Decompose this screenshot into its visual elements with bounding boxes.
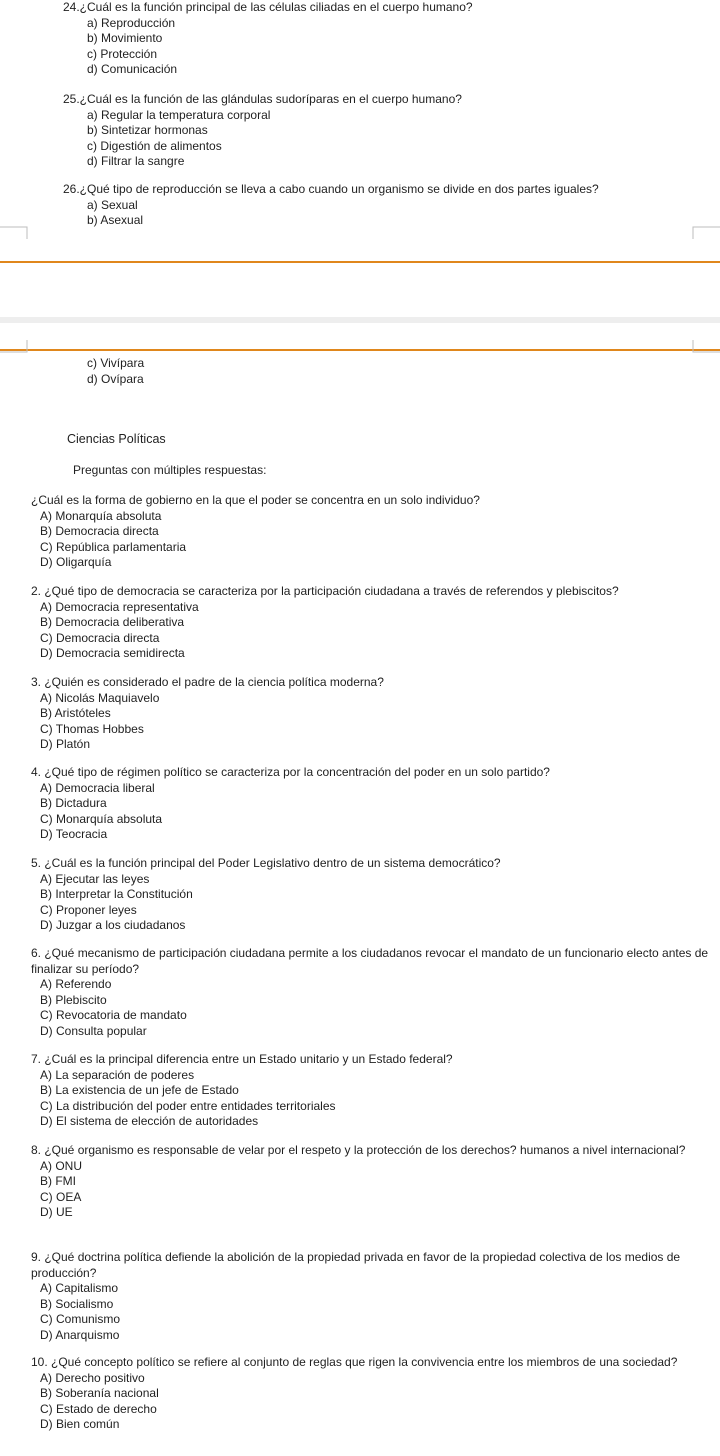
option: D) Oligarquía xyxy=(40,555,112,569)
option: C) Thomas Hobbes xyxy=(40,721,144,736)
question-26 xyxy=(63,182,713,229)
option: A) Referendo xyxy=(40,977,112,991)
question-text: 26.¿Qué tipo de reproducción se lleva a cabo cuando un organismo se divide en dos partes iguales? xyxy=(63,182,599,196)
question-text: 3. ¿Quién es considerado el padre de la ciencia política moderna? xyxy=(31,675,384,689)
question-text: 2. ¿Qué tipo de democracia se caracteriza por la participación ciudadana a través de referendos y plebiscitos? xyxy=(31,584,619,598)
option: D) Teocracia xyxy=(40,827,108,841)
option: B) Aristóteles xyxy=(40,706,111,720)
option: D) Democracia semidirecta xyxy=(40,646,185,660)
cp-question-5 xyxy=(31,856,713,934)
option: C) Democracia directa xyxy=(40,630,160,645)
cp-question-7 xyxy=(31,1052,713,1130)
cp-question-9 xyxy=(31,1250,713,1343)
option: A) La separación de poderes xyxy=(40,1067,195,1082)
option: A) ONU xyxy=(40,1158,82,1173)
question-text: 4. ¿Qué tipo de régimen político se caracteriza por la concentración del poder en un solo partido? xyxy=(31,765,550,779)
question-text: ¿Cuál es la forma de gobierno en la que el poder se concentra en un solo individuo? xyxy=(31,493,480,507)
question-text: 25.¿Cuál es la función de las glándulas sudoríparas en el cuerpo humano? xyxy=(63,92,462,106)
option: C) República parlamentaria xyxy=(40,539,187,554)
question-24 xyxy=(63,0,713,78)
option: a) Regular la temperatura corporal xyxy=(87,107,271,122)
page-corner-mark xyxy=(692,226,720,239)
option: b) Movimiento xyxy=(87,31,163,45)
cp-question-4 xyxy=(31,765,713,843)
option: c) Protección xyxy=(87,46,158,61)
page-corner-mark xyxy=(0,340,28,353)
option: b) Sintetizar hormonas xyxy=(87,123,208,137)
option: a) Sexual xyxy=(87,197,138,212)
option: A) Democracia representativa xyxy=(40,599,199,614)
option: C) Comunismo xyxy=(40,1312,121,1326)
option: C) Monarquía absoluta xyxy=(40,811,163,826)
option: A) Democracia liberal xyxy=(40,780,155,795)
page-corner-mark xyxy=(692,340,720,353)
option: B) FMI xyxy=(40,1174,76,1188)
option: A) Nicolás Maquiavelo xyxy=(40,690,160,705)
question-text: 24.¿Cuál es la función principal de las células ciliadas en el cuerpo humano? xyxy=(63,0,473,14)
cp-question-1 xyxy=(31,493,713,571)
option: A) Monarquía absoluta xyxy=(40,508,162,523)
question-text: 5. ¿Cuál es la función principal del Poder Legislativo dentro de un sistema democrático? xyxy=(31,856,501,870)
option: D) Bien común xyxy=(40,1417,120,1431)
option: D) El sistema de elección de autoridades xyxy=(40,1114,259,1128)
option: D) Juzgar a los ciudadanos xyxy=(40,918,186,932)
option: d) Comunicación xyxy=(87,62,178,76)
option: B) Interpretar la Constitución xyxy=(40,887,193,901)
page-gap xyxy=(0,317,720,323)
option: D) Anarquismo xyxy=(40,1327,120,1342)
page-break-line xyxy=(0,261,720,263)
cp-question-6 xyxy=(31,946,713,1039)
option: d) Ovípara xyxy=(87,372,144,386)
option: B) Democracia deliberativa xyxy=(40,615,185,629)
option: B) Plebiscito xyxy=(40,992,107,1007)
option: D) Consulta popular xyxy=(40,1023,147,1038)
option: A) Ejecutar las leyes xyxy=(40,871,150,886)
option: d) Filtrar la sangre xyxy=(87,154,185,168)
cp-question-10 xyxy=(31,1355,713,1433)
option: C) Proponer leyes xyxy=(40,902,137,917)
option: B) La existencia de un jefe de Estado xyxy=(40,1083,239,1097)
option: a) Reproducción xyxy=(87,15,176,30)
page-break-line xyxy=(0,349,720,351)
option: b) Asexual xyxy=(87,213,144,227)
option: C) La distribución del poder entre entidades territoriales xyxy=(40,1098,336,1113)
option: D) UE xyxy=(40,1205,73,1219)
section-subtitle: Preguntas con múltiples respuestas: xyxy=(73,463,267,477)
option: B) Socialismo xyxy=(40,1296,114,1311)
cp-question-2 xyxy=(31,584,713,662)
option: c) Digestión de alimentos xyxy=(87,138,222,153)
option: B) Soberanía nacional xyxy=(40,1386,159,1400)
option: C) Revocatoria de mandato xyxy=(40,1008,187,1022)
option: B) Dictadura xyxy=(40,796,107,810)
option: c) Vivípara xyxy=(87,356,145,370)
question-text: 6. ¿Qué mecanismo de participación ciudadana permite a los ciudadanos revocar el mandato de un funcionario electo antes de finalizar su período? xyxy=(31,946,709,976)
question-25 xyxy=(63,92,713,170)
question-text: 10. ¿Qué concepto político se refiere al conjunto de reglas que rigen la convivencia entre los miembros de una sociedad? xyxy=(31,1355,678,1369)
option: A) Derecho positivo xyxy=(40,1370,145,1385)
question-text: 9. ¿Qué doctrina política defiende la abolición de la propiedad privada en favor de la propiedad colectiva de los medios de producción? xyxy=(31,1250,681,1280)
option: D) Platón xyxy=(40,737,91,751)
option: A) Capitalismo xyxy=(40,1281,119,1295)
section-title: Ciencias Políticas xyxy=(67,432,166,446)
cp-question-8 xyxy=(31,1143,713,1221)
option: C) Estado de derecho xyxy=(40,1401,157,1416)
option: C) OEA xyxy=(40,1189,82,1204)
option: B) Democracia directa xyxy=(40,524,159,538)
cp-question-3 xyxy=(31,675,713,753)
question-text: 8. ¿Qué organismo es responsable de velar por el respeto y la protección de los derechos? humanos a nivel internacional? xyxy=(31,1143,686,1157)
question-text: 7. ¿Cuál es la principal diferencia entre un Estado unitario y un Estado federal? xyxy=(31,1052,453,1066)
page-corner-mark xyxy=(0,226,28,239)
